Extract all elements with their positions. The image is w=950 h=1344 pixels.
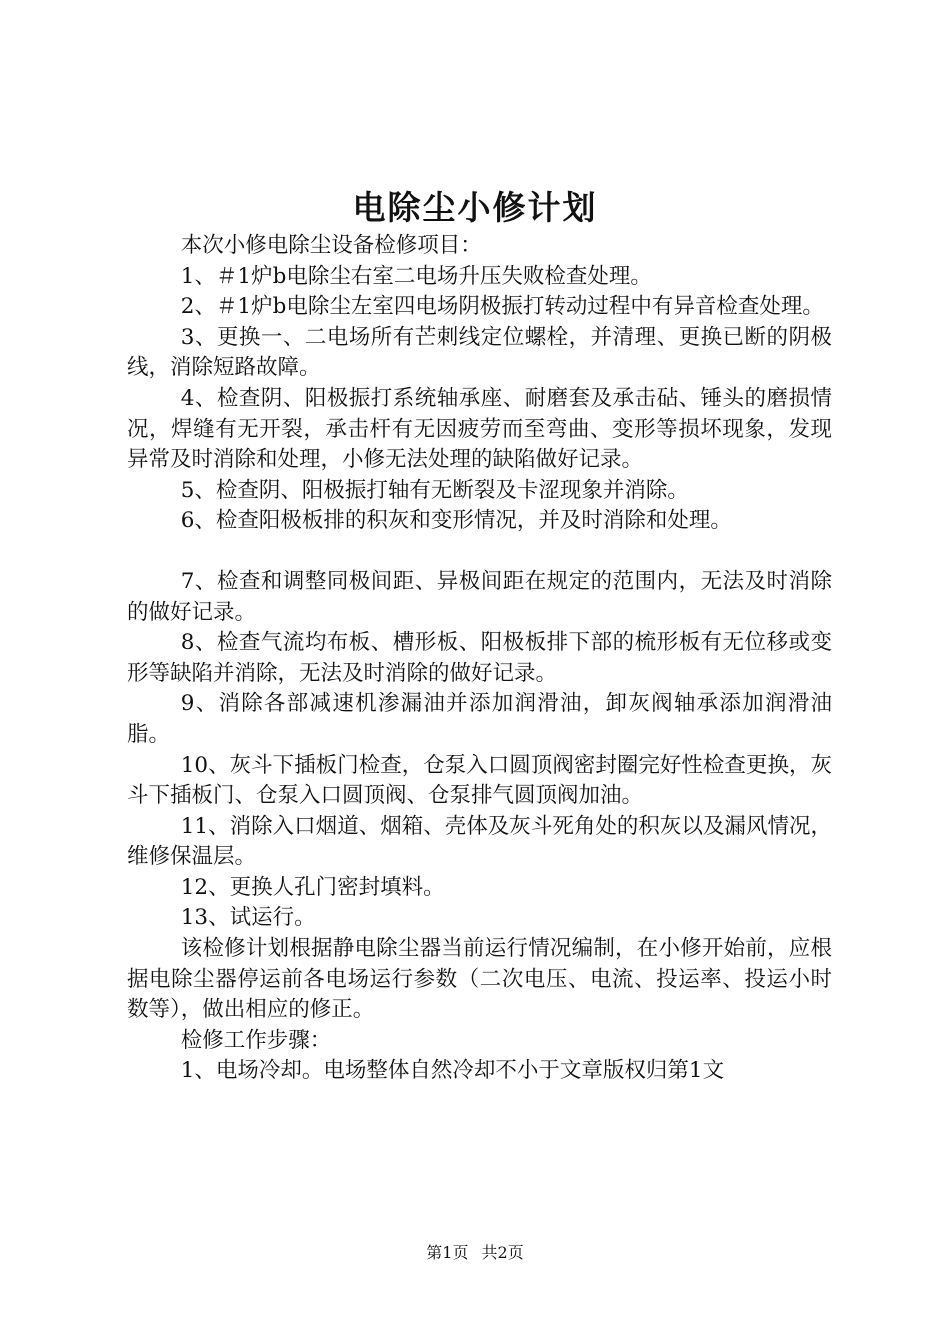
steps-heading: 检修工作步骤： bbox=[180, 1027, 332, 1053]
list-item-10: 10、灰斗下插板门检查，仓泵入口圆顶阀密封圈完好性检查更换，灰斗下插板门、仓泵入口圆顶阀、仓泵排气圆顶阀加油。 bbox=[127, 752, 832, 809]
page-number: 第1页 bbox=[426, 1243, 469, 1262]
list-item-6: 6、检查阳极板排的积灰和变形情况，并及时消除和处理。 bbox=[180, 508, 732, 534]
page-total: 共2页 bbox=[481, 1243, 524, 1262]
list-item-8: 8、检查气流均布板、槽形板、阳极板排下部的梳形板有无位移或变形等缺陷并消除，无法及时消除的做好记录。 bbox=[127, 630, 832, 686]
list-item-12: 12、更换人孔门密封填料。 bbox=[180, 874, 445, 900]
step-item-1: 1、电场冷却。电场整体自然冷却不小于文章版权归第1文 bbox=[180, 1058, 725, 1084]
document-title: 电除尘小修计划 bbox=[352, 188, 598, 227]
list-item-5: 5、检查阴、阳极振打轴有无断裂及卡涩现象并消除。 bbox=[180, 477, 689, 503]
list-item-9: 9、消除各部减速机渗漏油并添加润滑油，卸灰阀轴承添加润滑油脂。 bbox=[127, 691, 832, 747]
list-item-4: 4、检查阴、阳极振打系统轴承座、耐磨套及承击砧、锤头的磨损情况，焊缝有无开裂，承击杆有无因疲劳而至弯曲、变形等损坏现象，发现异常及时消除和处理，小修无法处理的缺陷做好记录。 bbox=[127, 385, 832, 473]
list-item-2: 2、＃1炉b电除尘左室四电场阴极振打转动过程中有异音检查处理。 bbox=[180, 294, 824, 320]
list-item-11: 11、消除入口烟道、烟箱、壳体及灰斗死角处的积灰以及漏风情况，维修保温层。 bbox=[127, 813, 832, 870]
list-item-13: 13、试运行。 bbox=[180, 905, 316, 931]
intro-paragraph: 本次小修电除尘设备检修项目： bbox=[180, 233, 482, 258]
list-item-1: 1、＃1炉b电除尘右室二电场升压失败检查处理。 bbox=[180, 263, 652, 289]
plan-note-paragraph: 该检修计划根据静电除尘器当前运行情况编制，在小修开始前，应根据电除尘器停运前各电场运行参数（二次电压、电流、投运率、投运小时数等），做出相应的修正。 bbox=[127, 936, 832, 1023]
paragraph-gap bbox=[127, 537, 832, 567]
page-footer bbox=[0, 1243, 950, 1263]
list-item-7: 7、检查和调整同极间距、异极间距在规定的范围内，无法及时消除的做好记录。 bbox=[127, 568, 832, 625]
document-body bbox=[127, 231, 832, 1087]
list-item-3: 3、更换一、二电场所有芒刺线定位螺栓，并清理、更换已断的阴极线，消除短路故障。 bbox=[127, 324, 832, 381]
